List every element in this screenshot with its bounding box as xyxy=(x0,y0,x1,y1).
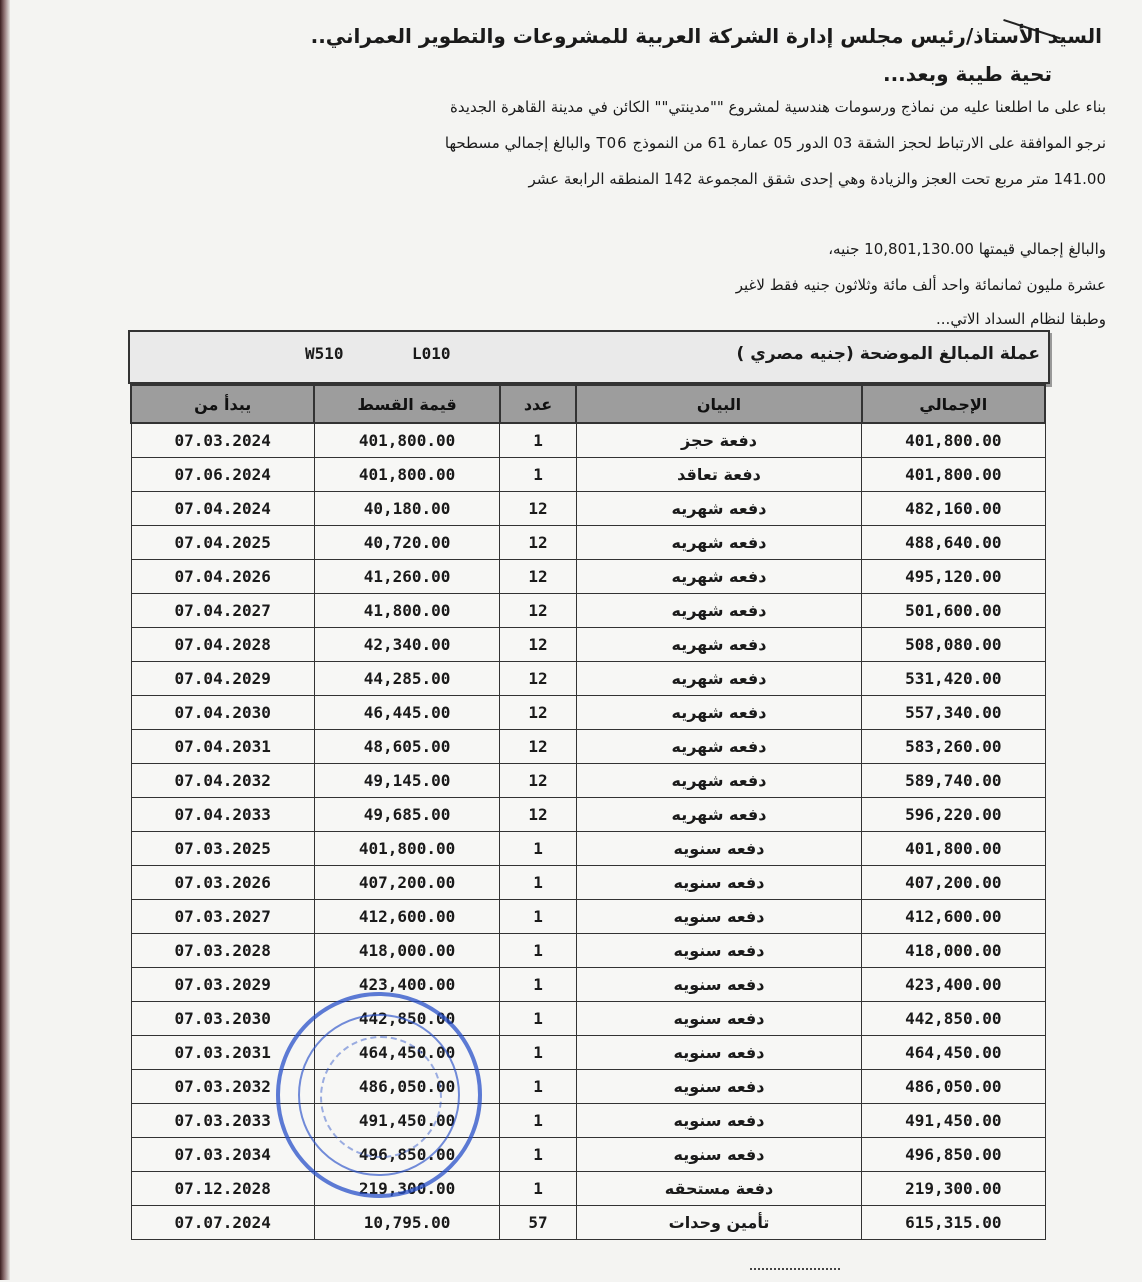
cell-count: 57 xyxy=(500,1206,577,1240)
table-row xyxy=(131,968,1045,1002)
cell-start: 07.03.2031 xyxy=(131,1036,314,1070)
cell-description: دفعه شهريه xyxy=(576,526,861,560)
cell-description: دفعه سنويه xyxy=(576,832,861,866)
cell-count: 12 xyxy=(500,696,577,730)
cell-description: دفعه شهريه xyxy=(576,492,861,526)
table-row xyxy=(131,1104,1045,1138)
cell-count: 12 xyxy=(500,764,577,798)
cell-installment: 44,285.00 xyxy=(314,662,499,696)
cell-count: 12 xyxy=(500,594,577,628)
cell-start: 07.03.2026 xyxy=(131,866,314,900)
cell-start: 07.03.2025 xyxy=(131,832,314,866)
cell-count: 12 xyxy=(500,798,577,832)
table-row xyxy=(131,1138,1045,1172)
paragraph-1: بناء على ما اطلعنا عليه من نماذج ورسومات هندسية لمشروع ""مدينتي"" الكائن في مدينة القاهرة الجديدة xyxy=(450,98,1106,116)
cell-count: 1 xyxy=(500,458,577,492)
cell-count: 12 xyxy=(500,560,577,594)
table-row xyxy=(131,798,1045,832)
payment-schedule-table xyxy=(130,384,1046,1240)
cell-count: 1 xyxy=(500,934,577,968)
table-row xyxy=(131,458,1045,492)
cell-count: 12 xyxy=(500,730,577,764)
table-row xyxy=(131,1070,1045,1104)
cell-count: 1 xyxy=(500,1172,577,1206)
cell-installment: 48,605.00 xyxy=(314,730,499,764)
table-body xyxy=(131,423,1045,1240)
cell-start: 07.04.2026 xyxy=(131,560,314,594)
total-words: عشرة مليون ثمانمائة واحد ألف مائة وثلاثون جنيه فقط لاغير xyxy=(735,276,1106,294)
paragraph-2: نرجو الموافقة على الارتباط لحجز الشقة 03 الدور 05 عمارة 61 من النموذج T06 والبالغ إجمالي مسطحها xyxy=(444,134,1106,152)
cell-total: 464,450.00 xyxy=(862,1036,1045,1070)
cell-installment: 41,800.00 xyxy=(314,594,499,628)
cell-description: دفعه شهريه xyxy=(576,696,861,730)
cell-count: 1 xyxy=(500,1002,577,1036)
table-row xyxy=(131,730,1045,764)
cell-start: 07.03.2032 xyxy=(131,1070,314,1104)
table-row xyxy=(131,423,1045,458)
cell-installment: 407,200.00 xyxy=(314,866,499,900)
cell-description: دفعه سنويه xyxy=(576,968,861,1002)
cell-start: 07.03.2034 xyxy=(131,1138,314,1172)
cell-installment: 40,180.00 xyxy=(314,492,499,526)
cell-installment: 49,685.00 xyxy=(314,798,499,832)
cell-total: 219,300.00 xyxy=(862,1172,1045,1206)
cell-installment: 418,000.00 xyxy=(314,934,499,968)
cell-installment: 486,050.00 xyxy=(314,1070,499,1104)
cell-installment: 49,145.00 xyxy=(314,764,499,798)
table-row xyxy=(131,900,1045,934)
cell-description: دفعه سنويه xyxy=(576,1104,861,1138)
cell-start: 07.04.2029 xyxy=(131,662,314,696)
table-row xyxy=(131,1002,1045,1036)
cell-total: 488,640.00 xyxy=(862,526,1045,560)
cell-total: 496,850.00 xyxy=(862,1138,1045,1172)
table-row xyxy=(131,866,1045,900)
cell-description: دفعه سنويه xyxy=(576,866,861,900)
cell-start: 07.04.2032 xyxy=(131,764,314,798)
cell-description: دفعة مستحقه xyxy=(576,1172,861,1206)
cell-count: 12 xyxy=(500,526,577,560)
cell-count: 12 xyxy=(500,628,577,662)
cell-installment: 423,400.00 xyxy=(314,968,499,1002)
salutation: السيد الأستاذ/رئيس مجلس إدارة الشركة العربية للمشروعات والتطوير العمراني.. xyxy=(310,24,1102,48)
cell-description: دفعه شهريه xyxy=(576,560,861,594)
cell-description: دفعه سنويه xyxy=(576,1002,861,1036)
cell-installment: 41,260.00 xyxy=(314,560,499,594)
cell-installment: 46,445.00 xyxy=(314,696,499,730)
cell-description: دفعه سنويه xyxy=(576,1070,861,1104)
cell-total: 615,315.00 xyxy=(862,1206,1045,1240)
cell-total: 401,800.00 xyxy=(862,423,1045,458)
cell-total: 412,600.00 xyxy=(862,900,1045,934)
table-row xyxy=(131,526,1045,560)
cell-description: دفعه سنويه xyxy=(576,900,861,934)
cell-total: 583,260.00 xyxy=(862,730,1045,764)
header-count: عدد xyxy=(500,385,577,423)
table-row xyxy=(131,662,1045,696)
cell-total: 423,400.00 xyxy=(862,968,1045,1002)
header-total: الإجمالي xyxy=(862,385,1045,423)
cell-count: 1 xyxy=(500,832,577,866)
cell-total: 495,120.00 xyxy=(862,560,1045,594)
cell-description: دفعه شهريه xyxy=(576,594,861,628)
cell-total: 589,740.00 xyxy=(862,764,1045,798)
cell-total: 407,200.00 xyxy=(862,866,1045,900)
table-row xyxy=(131,492,1045,526)
page-left-edge xyxy=(0,0,10,1280)
cell-installment: 464,450.00 xyxy=(314,1036,499,1070)
cell-total: 401,800.00 xyxy=(862,458,1045,492)
cell-installment: 401,800.00 xyxy=(314,832,499,866)
cell-total: 501,600.00 xyxy=(862,594,1045,628)
cell-total: 596,220.00 xyxy=(862,798,1045,832)
cell-start: 07.04.2024 xyxy=(131,492,314,526)
cell-description: دفعه شهريه xyxy=(576,628,861,662)
table-row xyxy=(131,628,1045,662)
cell-total: 442,850.00 xyxy=(862,1002,1045,1036)
code-l: L010 xyxy=(412,344,451,363)
cell-description: دفعه شهريه xyxy=(576,764,861,798)
cell-installment: 10,795.00 xyxy=(314,1206,499,1240)
cell-description: دفعه سنويه xyxy=(576,934,861,968)
cell-count: 1 xyxy=(500,866,577,900)
cell-total: 508,080.00 xyxy=(862,628,1045,662)
cell-total: 486,050.00 xyxy=(862,1070,1045,1104)
cell-start: 07.07.2024 xyxy=(131,1206,314,1240)
cell-total: 491,450.00 xyxy=(862,1104,1045,1138)
table-row xyxy=(131,1036,1045,1070)
cell-installment: 491,450.00 xyxy=(314,1104,499,1138)
paragraph-3: 141.00 متر مربع تحت العجز والزيادة وهي إحدى شقق المجموعة 142 المنطقه الرابعة عشر xyxy=(528,170,1106,188)
table-row xyxy=(131,560,1045,594)
payment-intro: وطبقا لنظام السداد الاتي... xyxy=(936,310,1106,328)
header-start: يبدأ من xyxy=(131,385,314,423)
cell-start: 07.03.2033 xyxy=(131,1104,314,1138)
cell-description: دفعة تعاقد xyxy=(576,458,861,492)
currency-label: عملة المبالغ الموضحة (جنيه مصري ) xyxy=(736,344,1040,364)
header-description: البيان xyxy=(576,385,861,423)
table-row xyxy=(131,934,1045,968)
cell-count: 12 xyxy=(500,492,577,526)
cell-installment: 219,300.00 xyxy=(314,1172,499,1206)
cell-installment: 40,720.00 xyxy=(314,526,499,560)
cell-start: 07.04.2027 xyxy=(131,594,314,628)
table-row xyxy=(131,696,1045,730)
cell-total: 418,000.00 xyxy=(862,934,1045,968)
cell-total: 531,420.00 xyxy=(862,662,1045,696)
cell-count: 12 xyxy=(500,662,577,696)
table-header-row xyxy=(131,385,1045,423)
cell-installment: 442,850.00 xyxy=(314,1002,499,1036)
cell-description: دفعه شهريه xyxy=(576,730,861,764)
header-installment: قيمة القسط xyxy=(314,385,499,423)
cell-start: 07.04.2028 xyxy=(131,628,314,662)
cell-total: 557,340.00 xyxy=(862,696,1045,730)
cell-count: 1 xyxy=(500,900,577,934)
cell-description: دفعه شهريه xyxy=(576,662,861,696)
total-line: والبالغ إجمالي قيمتها 10,801,130.00 جنيه، xyxy=(828,240,1106,258)
cell-count: 1 xyxy=(500,968,577,1002)
cell-installment: 496,850.00 xyxy=(314,1138,499,1172)
cell-start: 07.06.2024 xyxy=(131,458,314,492)
table-row xyxy=(131,832,1045,866)
table-row xyxy=(131,764,1045,798)
cell-installment: 401,800.00 xyxy=(314,423,499,458)
cell-count: 1 xyxy=(500,423,577,458)
cell-start: 07.03.2027 xyxy=(131,900,314,934)
cell-start: 07.04.2025 xyxy=(131,526,314,560)
cell-installment: 412,600.00 xyxy=(314,900,499,934)
cell-start: 07.04.2033 xyxy=(131,798,314,832)
cell-description: دفعه سنويه xyxy=(576,1036,861,1070)
cell-start: 07.03.2024 xyxy=(131,423,314,458)
cell-start: 07.03.2029 xyxy=(131,968,314,1002)
cell-count: 1 xyxy=(500,1104,577,1138)
cell-total: 482,160.00 xyxy=(862,492,1045,526)
cell-description: دفعه شهريه xyxy=(576,798,861,832)
cell-description: دفعة حجز xyxy=(576,423,861,458)
cell-start: 07.03.2030 xyxy=(131,1002,314,1036)
cell-installment: 401,800.00 xyxy=(314,458,499,492)
cell-description: دفعه سنويه xyxy=(576,1138,861,1172)
table-row xyxy=(131,1206,1045,1240)
currency-box xyxy=(128,330,1050,384)
cell-start: 07.03.2028 xyxy=(131,934,314,968)
cell-start: 07.04.2030 xyxy=(131,696,314,730)
cell-start: 07.04.2031 xyxy=(131,730,314,764)
cell-count: 1 xyxy=(500,1036,577,1070)
cell-start: 07.12.2028 xyxy=(131,1172,314,1206)
greeting: تحية طيبة وبعد... xyxy=(882,62,1052,86)
code-w: W510 xyxy=(305,344,344,363)
cell-count: 1 xyxy=(500,1070,577,1104)
cell-description: تأمين وحدات xyxy=(576,1206,861,1240)
cell-installment: 42,340.00 xyxy=(314,628,499,662)
table-row xyxy=(131,1172,1045,1206)
cell-total: 401,800.00 xyxy=(862,832,1045,866)
cell-count: 1 xyxy=(500,1138,577,1172)
table-row xyxy=(131,594,1045,628)
